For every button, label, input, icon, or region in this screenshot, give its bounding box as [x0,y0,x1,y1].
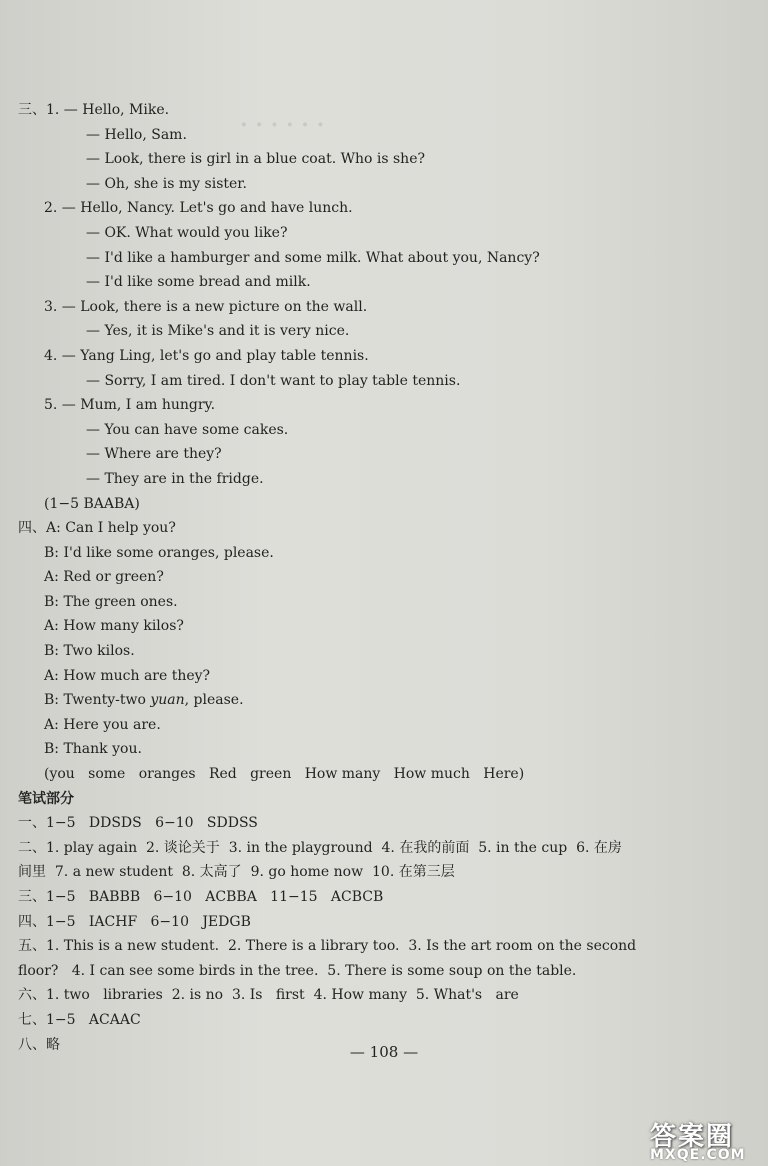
watermark-text: 答案圈 [650,1122,735,1152]
line-dialog: — I'd like some bread and milk. [86,274,311,291]
line-dialog: A: How much are they? [44,667,211,684]
watermark-url: MXQE.COM [650,1147,746,1163]
bleed-through-text: · · · · · · [240,112,325,138]
line-text: , please. [184,692,244,709]
line-dialog: — They are in the fridge. [86,470,264,487]
line-dialog: B: Thank you. [44,741,142,758]
line-dialog: B: I'd like some oranges, please. [44,544,274,561]
line-san: 三、1−5 BABBB 6−10 ACBBA 11−15 ACBCB [18,889,384,905]
line-dialog: — OK. What would you like? [86,224,288,241]
line-dialog: — I'd like a hamburger and some milk. What about you, Nancy? [86,249,540,266]
line-dialog: — Oh, she is my sister. [86,175,247,192]
line-dialog: B: Two kilos. [44,643,135,660]
line-item-5: 5. — Mum, I am hungry. [44,397,216,414]
italic-word: yuan [150,692,185,709]
line-dialog: — Where are they? [86,446,222,463]
line-item-4: 4. — Yang Ling, let's go and play table tennis. [44,347,369,364]
watermark-logo [650,1116,760,1163]
line-si: 四、1−5 IACHF 6−10 JEDGB [18,913,251,930]
line-item-2: 2. — Hello, Nancy. Let's go and have lunch. [44,200,353,217]
line-er-2: 间里 7. a new student 8. 太高了 9. go home now 10. 在第三层 [18,864,455,881]
line-item-3: 3. — Look, there is a new picture on the wall. [44,298,368,315]
line-dialog: — Yes, it is Mike's and it is very nice. [86,323,350,340]
line-dialog: — You can have some cakes. [86,421,289,438]
line-yi: 一、1−5 DDSDS 6−10 SDDSS [18,815,258,832]
answer-content [18,98,748,1057]
line-dialog: A: Red or green? [44,569,164,586]
line-dialog: A: How many kilos? [44,618,184,635]
line-qi: 七、1−5 ACAAC [18,1011,141,1028]
line-dialog-yuan [18,688,748,713]
line-dialog: B: The green ones. [44,593,178,610]
line-wu-2: floor? 4. I can see some birds in the tree. 5. There is some soup on the table. [18,962,577,979]
line-er-1: 二、1. play again 2. 谈论关于 3. in the playground 4. 在我的前面 5. in the cup 6. 在房 [18,839,622,856]
line-dialog: — Sorry, I am tired. I don't want to play table tennis. [86,372,461,389]
line-ba: 八、略 [18,1036,60,1053]
line-answer-key: (you some oranges Red green How many How much Here) [44,766,525,783]
line-liu: 六、1. two libraries 2. is no 3. Is first 4. How many 5. What's are [18,987,519,1004]
section-heading-written: 笔试部分 [18,790,74,807]
line-dialog: — Hello, Sam. [86,126,187,143]
line-answer-key: (1−5 BAABA) [44,495,140,512]
line-dialog: A: Here you are. [44,716,161,733]
line-wu-1: 五、1. This is a new student. 2. There is a library too. 3. Is the art room on the second [18,938,637,955]
page-number: — 108 — [349,1043,419,1061]
line-san-1: 三、1. — Hello, Mike. [18,102,170,118]
line-text: B: Twenty-two [44,692,151,709]
line-dialog: — Look, there is girl in a blue coat. Who is she? [86,151,425,168]
line-si-start: 四、A: Can I help you? [18,520,176,537]
